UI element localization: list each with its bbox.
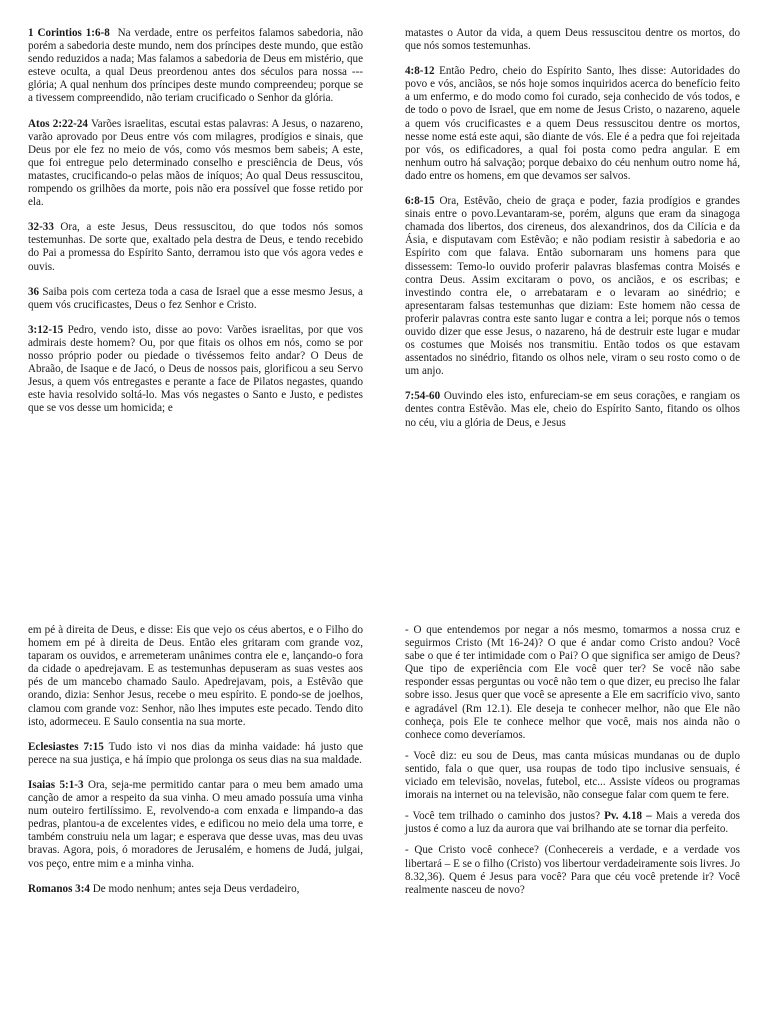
verse-paragraph xyxy=(28,221,363,273)
verse-text: Ouvindo eles isto, enfureciam-se em seus corações, e rangiam os dentes contra Estêvão. Mas ele, cheio do Espírito Santo, fitando os olhos no céu, viu a glória de Deus, e Jesus xyxy=(405,390,740,429)
verse-text: De modo nenhum; antes seja Deus verdadeiro, xyxy=(92,882,300,895)
verse-text: Tudo isto vi nos dias da minha vaidade: há justo que perece na sua justiça, e há ímpio que prolonga os seus dias na sua maldade. xyxy=(28,740,363,766)
verse-paragraph xyxy=(405,65,740,183)
verse-reference: 36 xyxy=(28,285,40,298)
column-top-right xyxy=(405,27,740,442)
reflection-text: Mais a vereda dos justos é como a luz da aurora que vai brilhando ate se tornar dia perfeito. xyxy=(405,810,740,836)
verse-reference: Pv. 4.18 – xyxy=(604,810,652,823)
verse-reference: Isaias 5:1-3 xyxy=(28,778,84,791)
reflection-paragraph xyxy=(405,624,740,742)
column-bottom-right xyxy=(405,624,740,905)
verse-reference: 1 Corintios 1:6-8 xyxy=(28,27,110,39)
verse-text: Saiba pois com certeza toda a casa de Israel que a esse mesmo Jesus, a quem vós crucificastes, Deus o fez Senhor e Cristo. xyxy=(28,285,363,311)
verse-text: em pé à direita de Deus, e disse: Eis que vejo os céus abertos, e o Filho do homem em pé à direita de Deus. Então eles gritaram com grande voz, taparam os ouvidos, e arremeteram unânimes contra ele e, lançando-o fora da cidade o apedrejavam. E as testemunhas depuseram as suas vestes aos pés de um mancebo chamado Saulo. Apedrejavam, pois, a Estêvão que orando, dizia: Senhor Jesus, recebe o meu espírito. E pondo-se de joelhos, clamou com grande voz: Senhor, não lhes imputes este pecado. Tendo dito isto, adormeceu. E Saulo consentia na sua morte. xyxy=(28,624,363,728)
reflection-paragraph xyxy=(405,750,740,802)
verse-reference: 7:54-60 xyxy=(405,390,441,403)
verse-reference: Romanos 3:4 xyxy=(28,882,90,895)
verse-reference: 3:12-15 xyxy=(28,323,64,336)
column-top-left xyxy=(28,27,363,427)
verse-reference: Eclesiastes 7:15 xyxy=(28,740,104,753)
reflection-text: - Que Cristo você conhece? (Conhecereis a verdade, e a verdade vos libertará – E se o filho (Cristo) vos libertour verdadeiramente sois livres. Jo 8.32,36). Quem é Jesus para você? Para que céu você pretende ir? Você realmente nasceu de novo? xyxy=(405,844,740,896)
column-bottom-left xyxy=(28,624,363,908)
verse-text: Varões israelitas, escutai estas palavras: A Jesus, o nazareno, varão aprovado por Deus entre vós com milagres, prodígios e sinais, que Deus por ele fez no meio de vós, como vós mesmos bem sabeis; A este, que foi entregue pelo determinado conselho e presciência de Deus, vós matastes, crucificando-o pelas mãos de iníquos; Ao qual Deus ressuscitou, rompendo os grilhões da morte, pois não era possível que fosse retido por ela. xyxy=(28,117,364,209)
reflection-paragraph xyxy=(405,844,740,896)
verse-paragraph xyxy=(405,195,740,378)
verse-text: matastes o Autor da vida, a quem Deus ressuscitou dentre os mortos, do que nós somos testemunhas. xyxy=(405,27,740,53)
verse-text: Ora, seja-me permitido cantar para o meu bem amado uma canção de amor a respeito da sua vinha. O meu amado possuía uma vinha num outeiro fertilíssimo. E, revolvendo-a com enxada e limpando-a das pedras, plantou-a de excelentes vides, e edificou no meio dela uma torre, e também construiu nela um lagar; e esperava que desse uvas, mas deu uvas bravas. Agora, pois, ó moradores de Jerusalém, e homens de Judá, julgai, vos peço, entre mim e a minha vinha. xyxy=(28,778,363,870)
verse-paragraph xyxy=(28,779,363,871)
reflection-text: - Você diz: eu sou de Deus, mas canta músicas mundanas ou de duplo sentido, fala o que quer, usa roupas de todo tipo inclusive sensuais, é viciado em televisão, novelas, futebol, etc... Assiste vídeos ou programas imorais na internet ou na televisão, não consegue falar com quem te fere. xyxy=(405,749,740,802)
verse-text: Pedro, vendo isto, disse ao povo: Varões israelitas, por que vos admirais deste homem? Ou, por que fitais os olhos em nós, como se por nosso próprio poder ou piedade o tivéssemos feito andar? O Deus de Abraão, de Isaque e de Jacó, o Deus de nossos pais, glorificou a seu Servo Jesus, a quem vós entregastes e perante a face de Pilatos negastes, quando este havia resolvido soltá-lo. Mas vós negastes o Santo e Justo, e pedistes que se vos desse um homicida; e xyxy=(28,323,363,415)
verse-paragraph xyxy=(28,118,363,210)
verse-paragraph xyxy=(28,883,363,896)
verse-text: Ora, a este Jesus, Deus ressuscitou, do que todos nós somos testemunhas. De sorte que, exaltado pela destra de Deus, e tendo recebido do Pai a promessa do Espírito Santo, derramou isto que vós agora vedes e ouvis. xyxy=(28,221,364,273)
verse-text: Ora, Estêvão, cheio de graça e poder, fazia prodígios e grandes sinais entre o povo.Levantaram-se, porém, alguns que eram da sinagoga chamada dos libertos, dos cireneus, dos alexandrinos, dos da Cilícia e da Ásia, e disputavam com Estêvão; e não podiam resistir à sabedoria e ao Espírito com que falava. Então subornaram uns homens para que dissessem: Temo-lo ouvido proferir palavras blasfemas contra Moisés e contra Deus. Assim excitaram o povo, os anciãos, e os escribas; e investindo contra ele, o arrebataram e o levaram ao sinédrio; e apresentaram falsas testemunhas que diziam: Este homem não cessa de proferir palavras contra este santo lugar e contra a lei; porque nós o temos ouvido dizer que esse Jesus, o nazareno, há de destruir este lugar e mudar os costumes que Moisés nos transmitiu. Então todos os que estavam assentados no sinédrio, fitando os olhos nele, viram o seu rosto como o de um anjo. xyxy=(405,195,740,378)
reflection-text: - O que entendemos por negar a nós mesmo, tomarmos a nossa cruz e seguirmos Cristo (Mt 16-24)? O que é andar como Cristo andou? Você sabe o que é ter intimidade com o Pai? O que significa ser amigo de Deus? Que tipo de experiência com Ele você quer ter? Se você não sabe responder essas perguntas ou você não tem o que dizer, eu preciso lhe falar sobre isso. Jesus quer que você se apresente a Ele em sacrifício vivo, santo e agradável (Rm 12.1). Ele deseja te conhecer melhor, não que Ele não conheça, pois Ele te conhece melhor que você, mais nos ainda não o conhece como deveríamos. xyxy=(405,624,740,741)
verse-paragraph xyxy=(405,27,740,53)
verse-reference: 6:8-15 xyxy=(405,195,435,208)
verse-paragraph xyxy=(28,27,363,106)
verse-reference: 4:8-12 xyxy=(405,65,435,78)
reflection-question: - Você tem trilhado o caminho dos justos? xyxy=(405,810,601,823)
verse-paragraph xyxy=(28,624,363,729)
verse-paragraph xyxy=(405,390,740,429)
verse-reference: Atos 2:22-24 xyxy=(28,117,88,130)
reflection-paragraph xyxy=(405,810,740,836)
verse-text: Então Pedro, cheio do Espírito Santo, lhes disse: Autoridades do povo e vós, anciãos, se nós hoje somos inquiridos acerca do benefício feito a um enfermo, e do modo como foi curado, seja conhecido de vós todos, e de todo o povo de Israel, que em nome de Jesus Cristo, o nazareno, aquele a quem vós crucificastes e a quem Deus ressuscitou dentre os mortos, nesse nome está este aqui, são diante de vós. Ele é a pedra que foi rejeitada por vós, os edificadores, a qual foi posta como pedra angular. E em nenhum outro há salvação; porque debaixo do céu nenhum outro nome há, dado entre os homens, em que devamos ser salvos. xyxy=(405,65,740,182)
verse-paragraph xyxy=(28,286,363,312)
verse-paragraph xyxy=(28,741,363,767)
verse-paragraph xyxy=(28,324,363,416)
verse-text: Na verdade, entre os perfeitos falamos sabedoria, não porém a sabedoria deste mundo, nem dos príncipes deste mundo, que estão sendo reduzidos a nada; Mas falamos a sabedoria de Deus em mistério, que esteve oculta, a qual Deus preordenou antes dos séculos para nossa ---glória; A qual nenhum dos príncipes deste mundo compreendeu; porque se a tivessem compreendido, não teriam crucificado o Senhor da glória. xyxy=(28,27,363,105)
verse-reference: 32-33 xyxy=(28,221,54,234)
